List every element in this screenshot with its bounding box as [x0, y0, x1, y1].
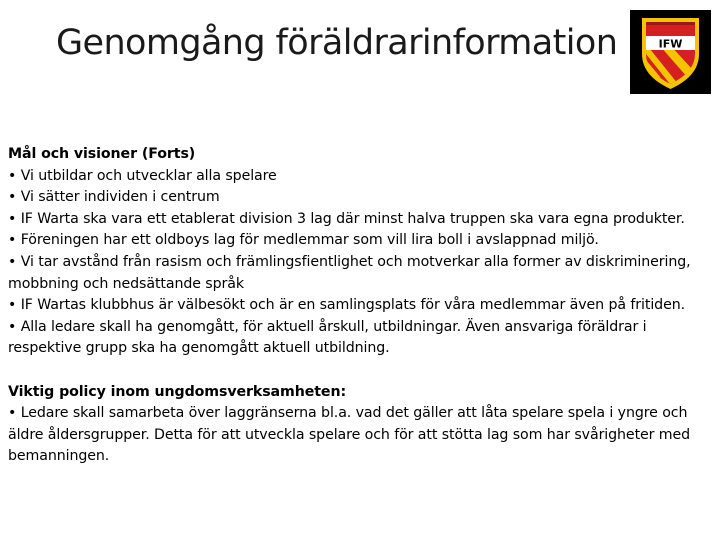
bullet: • [8, 167, 17, 184]
list-item [8, 317, 716, 360]
bullet: • [8, 232, 17, 249]
list-item [8, 187, 716, 209]
list-item [8, 230, 716, 252]
crest-text: IFW [658, 37, 683, 51]
bullet: • [8, 297, 17, 314]
bullet: • [8, 405, 17, 422]
bullet: • [8, 318, 17, 335]
section-goals [8, 144, 716, 360]
bullet: • [8, 189, 17, 206]
list-item-text: Vi sätter individen i centrum [20, 189, 220, 206]
section-heading: Viktig policy inom ungdomsverksamheten: [8, 383, 347, 400]
crest-top-shade [646, 22, 695, 25]
slide-body [8, 144, 716, 468]
list-item [8, 295, 716, 317]
list-item [8, 403, 716, 468]
section-youth-policy [8, 382, 716, 468]
club-crest-icon [630, 10, 711, 94]
list-item-text: IF Warta ska vara ett etablerat division 3 lag där minst halva truppen ska vara egna produkter. [20, 210, 685, 227]
list-item-text: Alla ledare skall ha genomgått, för aktuell årskull, utbildningar. Även ansvariga föräldrar i respektive grupp ska ha genomgått aktuell utbildning. [8, 318, 647, 357]
list-item-text: Vi tar avstånd från rasism och främlingsfientlighet och motverkar alla former av diskriminering, mobbning och nedsättande språk [8, 253, 691, 292]
list-item-text: Föreningen har ett oldboys lag för medlemmar som vill lira boll i avslappnad miljö. [20, 232, 599, 249]
list-item [8, 252, 716, 295]
list-item-text: Ledare skall samarbeta över laggränserna bl.a. vad det gäller att låta spelare spela i yngre och äldre åldersgrupper. Detta för att utveckla spelare och för att stötta lag som har svårigheter med bemanningen. [8, 405, 691, 465]
bullet: • [8, 210, 17, 227]
list-item-text: IF Wartas klubbhus är välbesökt och är en samlingsplats för våra medlemmar även på fritiden. [20, 297, 685, 314]
slide-title: Genomgång föräldrarinformation [56, 23, 618, 63]
section-heading: Mål och visioner (Forts) [8, 146, 196, 162]
list-item [8, 166, 716, 188]
list-item-text: Vi utbildar och utvecklar alla spelare [20, 167, 277, 184]
club-logo [630, 10, 711, 94]
list-item [8, 209, 716, 231]
bullet: • [8, 253, 17, 270]
